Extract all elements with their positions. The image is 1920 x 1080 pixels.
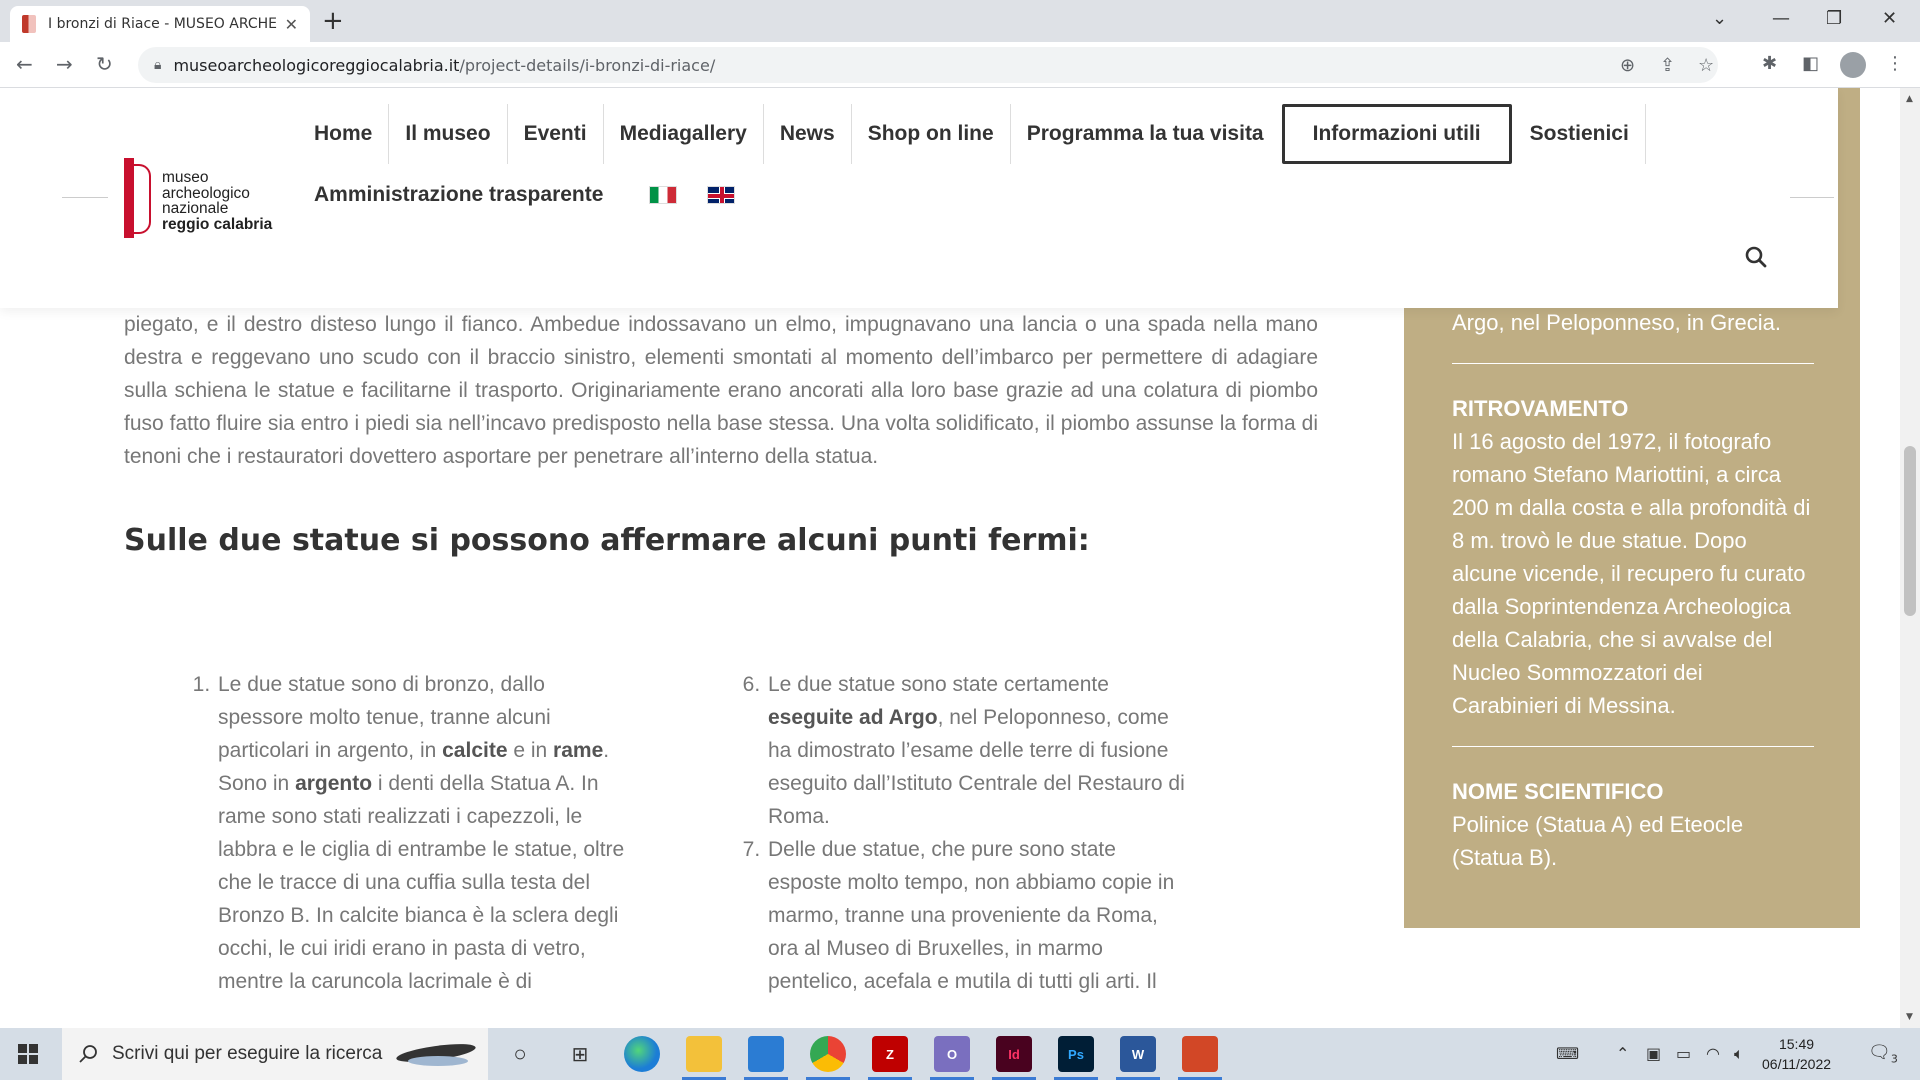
favicon-icon <box>22 15 36 33</box>
browser-tabbar <box>0 0 1920 42</box>
extensions-icon[interactable]: ✱ <box>1762 53 1778 74</box>
star-icon[interactable]: ☆ <box>1698 55 1715 76</box>
windows-taskbar <box>0 1028 1920 1080</box>
nav-sostienici[interactable]: Sostienici <box>1514 104 1646 164</box>
page-viewport <box>0 88 1900 1028</box>
browser-toolbar <box>0 42 1920 88</box>
facts-column-left <box>194 668 744 998</box>
nav-informazioni-utili[interactable]: Informazioni utili <box>1282 104 1512 164</box>
sidebar-divider <box>1452 746 1814 747</box>
search-icon[interactable] <box>1745 246 1767 268</box>
minimize-button[interactable]: — <box>1772 8 1790 29</box>
logo-mark-icon <box>124 158 154 238</box>
share-icon[interactable]: ⇪ <box>1660 55 1676 76</box>
nav-programma[interactable]: Programma la tua visita <box>1026 122 1264 145</box>
word-icon[interactable]: W <box>1120 1036 1156 1072</box>
outlook-icon[interactable]: O <box>934 1036 970 1072</box>
italian-flag-icon[interactable] <box>649 186 677 204</box>
page-scrollbar[interactable] <box>1900 88 1920 1028</box>
sidepanel-icon[interactable]: ◧ <box>1802 53 1820 74</box>
widgets-icon[interactable]: ⊞ <box>571 1043 589 1066</box>
profile-avatar[interactable] <box>1840 52 1866 78</box>
meet-icon[interactable]: ▣ <box>1646 1044 1662 1063</box>
clock-date: 06/11/2022 <box>1762 1056 1832 1072</box>
main-menu <box>298 104 1678 226</box>
scroll-thumb[interactable] <box>1904 446 1916 616</box>
site-header <box>0 88 1838 308</box>
menu-icon[interactable]: ⋮ <box>1886 53 1904 74</box>
facts-column-right <box>744 668 1294 998</box>
chrome-icon[interactable] <box>810 1036 846 1072</box>
indesign-icon[interactable]: Id <box>996 1036 1032 1072</box>
list-item: 1. Le due statue sono di bronzo, dallo spessore molto tenue, tranne alcuni particolari in argento, in calcite e in rame. Sono in argento i denti della Statua A. In rame sono stati realizzati i capezzoli, le labbra e le ciglia di entrambe le statue, oltre che le tracce di una cuffia sulla testa del Bronzo B. In calcite bianca è la sclera degli occhi, le cui iridi erano in pasta di vetro, mentre la caruncola lacrimale è di <box>216 668 634 998</box>
nav-shop[interactable]: Shop on line <box>852 104 1011 164</box>
tab-close-icon[interactable]: ✕ <box>284 14 298 34</box>
powerpoint-icon[interactable] <box>1182 1036 1218 1072</box>
nav-home[interactable]: Home <box>298 104 389 164</box>
windows-start-icon[interactable] <box>18 1044 38 1064</box>
restore-button[interactable]: ❐ <box>1826 8 1843 29</box>
taskbar-search-icon <box>78 1044 98 1064</box>
nav-news[interactable]: News <box>764 104 852 164</box>
nav-amministrazione[interactable]: Amministrazione trasparente <box>314 183 604 206</box>
zoom-icon[interactable]: ⊕ <box>1620 55 1636 76</box>
sidebar-heading-ritrovamento: RITROVAMENTO <box>1452 396 1629 421</box>
sidebar-text-ritrovamento: Il 16 agosto del 1972, il fotografo romano Stefano Mariottini, a circa 200 m dalla costa e alla profondità di 8 m. trovò le due statue. Dopo alcune vicende, il recupero fu curato dalla Soprintendenza Archeologica della Calabria, che si avvalse del Nucleo Sommozzatori dei Carabinieri di Messina. <box>1452 429 1811 718</box>
new-tab-button[interactable]: + <box>322 6 344 36</box>
mail-icon[interactable] <box>748 1036 784 1072</box>
body-paragraph: piegato, e il destro disteso lungo il fianco. Ambedue indossavano un elmo, impugnavano una lancia o una spada nella mano destra e reggevano uno scudo con il braccio sinistro, elementi smontati al momento dell’imbarco per permettere di adagiare sulla schiena le statue e facilitarne il trasporto. Originariamente erano ancorati alla loro base grazie ad una colatura di piombo fuso fatto fluire sia entro i piedi sia nell’incavo predisposto nella base stessa. Una volta solidificato, il piombo assunse la forma di tenoni che i restauratori dovettero asportare per penetrare all’interno della statua. <box>124 313 1318 468</box>
header-divider <box>1790 197 1834 198</box>
url-text[interactable]: museoarcheologicoreggiocalabria.it/project-details/i-bronzi-di-riace/ <box>173 55 716 75</box>
main-content <box>124 308 1318 993</box>
clock-time: 15:49 <box>1778 1036 1815 1052</box>
museum-logo[interactable] <box>124 158 272 238</box>
tab-search-icon[interactable]: ⌄ <box>1712 8 1728 29</box>
sidebar-top-text: Argo, nel Peloponneso, in Grecia. <box>1452 310 1781 335</box>
battery-icon[interactable]: ▭ <box>1676 1044 1692 1063</box>
list-item: 6. Le due statue sono state certamente eseguite ad Argo, nel Peloponneso, come ha dimostrato l’esame delle terre di fusione eseguito dall’Istituto Centrale del Restauro di Roma. <box>766 668 1194 833</box>
sidebar-divider <box>1452 363 1814 364</box>
notifications-icon[interactable]: $🗨︎_3$ <box>1868 1042 1898 1066</box>
wifi-icon[interactable]: ◠ <box>1706 1044 1720 1063</box>
list-item: 7. Delle due statue, che pure sono state esposte molto tempo, non abbiamo copie in marmo, tranne una proveniente da Roma, ora al Museo di Bruxelles, in marmo pentelico, acefala e mutila di tutti gli arti. Il <box>766 833 1194 998</box>
sidebar-heading-nome: NOME SCIENTIFICO <box>1452 779 1664 804</box>
photoshop-icon[interactable]: Ps <box>1058 1036 1094 1072</box>
header-divider <box>62 197 108 198</box>
task-view-icon[interactable]: ○ <box>513 1041 527 1066</box>
scroll-up-icon[interactable]: ▲ <box>1906 94 1913 104</box>
browser-tab[interactable] <box>10 6 310 42</box>
search-highlight-image <box>396 1036 476 1072</box>
edge-icon[interactable] <box>624 1036 660 1072</box>
english-flag-icon[interactable] <box>707 186 735 204</box>
reload-icon[interactable]: ↻ <box>96 52 113 76</box>
back-icon[interactable]: ← <box>16 52 33 76</box>
taskbar-search-placeholder: Scrivi qui per eseguire la ricerca <box>112 1043 383 1064</box>
keyboard-icon[interactable]: ⌨ <box>1556 1044 1580 1063</box>
nav-il-museo[interactable]: Il museo <box>389 104 507 164</box>
facts-lists <box>194 668 1294 998</box>
taskbar-clock[interactable] <box>1762 1034 1831 1074</box>
logo-text: museo archeologico nazionale reggio calabria <box>162 169 273 233</box>
nav-eventi[interactable]: Eventi <box>508 104 604 164</box>
file-explorer-icon[interactable] <box>686 1036 722 1072</box>
taskbar-search[interactable] <box>62 1028 488 1080</box>
address-bar[interactable] <box>138 47 1718 83</box>
lock-icon[interactable]: 🔒︎ <box>154 57 162 73</box>
close-window-button[interactable]: ✕ <box>1882 8 1898 29</box>
tab-title: I bronzi di Riace - MUSEO ARCHE <box>48 16 278 32</box>
volume-icon[interactable]: 🔈︎ <box>1734 1044 1744 1063</box>
section-title: Sulle due statue si possono affermare alcuni punti fermi: <box>124 523 1090 558</box>
tray-chevron-icon[interactable]: ⌃ <box>1616 1044 1630 1063</box>
sidebar-text-nome: Polinice (Statua A) ed Eteocle (Statua B). <box>1452 812 1744 870</box>
forward-icon[interactable]: → <box>56 52 73 76</box>
scroll-down-icon[interactable]: ▼ <box>1906 1012 1913 1022</box>
nav-mediagallery[interactable]: Mediagallery <box>604 104 764 164</box>
filezilla-icon[interactable]: Z <box>872 1036 908 1072</box>
